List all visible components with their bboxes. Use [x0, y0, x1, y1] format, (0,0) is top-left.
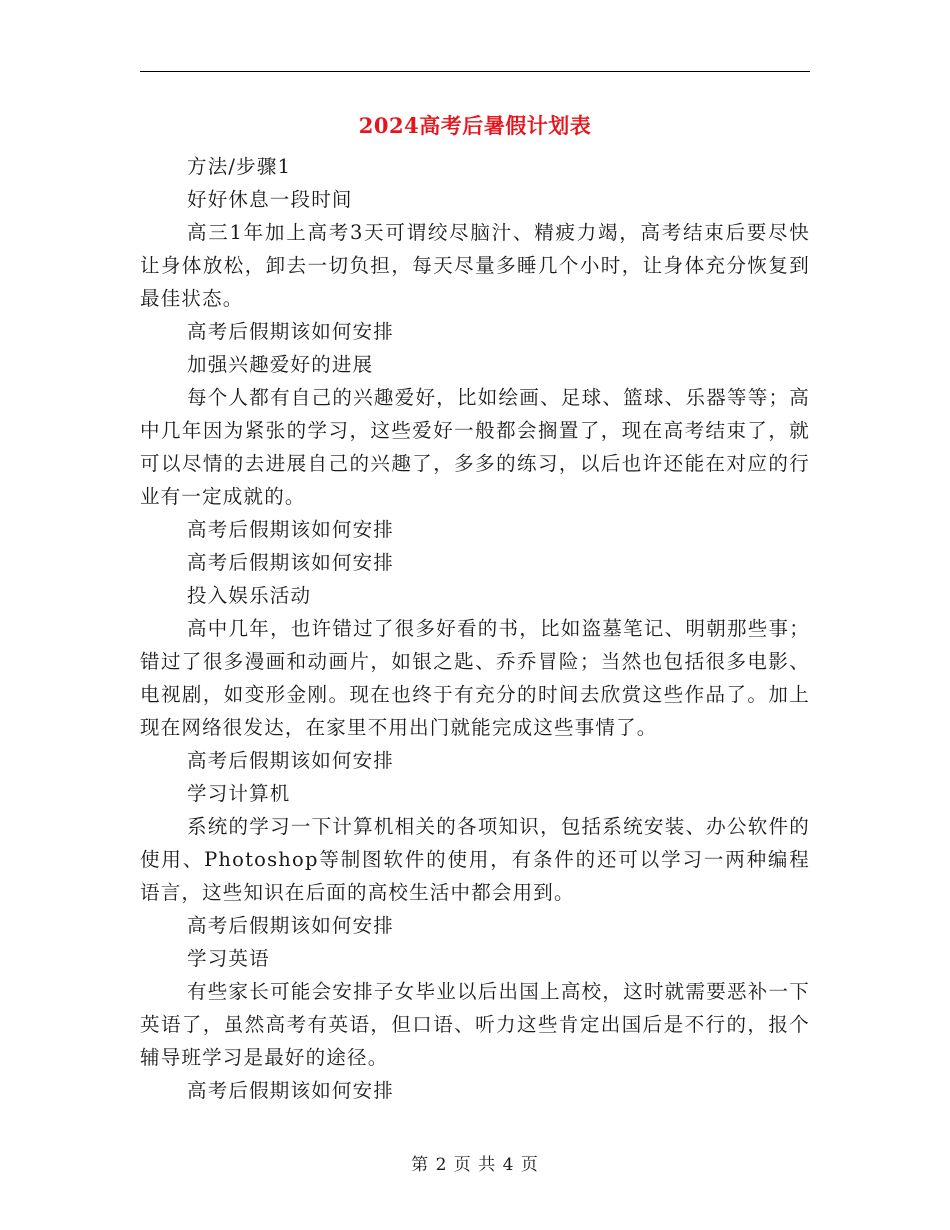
section-heading-rest: 好好休息一段时间: [187, 188, 353, 211]
section-heading-computer: 学习计算机: [187, 782, 291, 805]
paragraph-english: 有些家长可能会安排子女毕业以后出国上高校，这时就需要恶补一下英语了，虽然高考有英语，但口语、听力这些肯定出国后是不行的，报个辅导班学习是最好的途径。: [140, 980, 810, 1069]
paragraph-hobbies: 每个人都有自己的兴趣爱好，比如绘画、足球、篮球、乐器等等；高中几年因为紧张的学习，这些爱好一般都会搁置了，现在高考结束了，就可以尽情的去进展自己的兴趣了，多多的练习，以后也许还能在对应的行业有一定成就的。: [140, 386, 810, 508]
subheading-arrange: 高考后假期该如何安排: [187, 1079, 395, 1102]
document-body: [140, 150, 810, 1107]
subheading-arrange: 高考后假期该如何安排: [187, 914, 395, 937]
header-rule: [140, 71, 810, 72]
step-heading: 方法/步骤1: [187, 155, 292, 178]
section-heading-hobbies: 加强兴趣爱好的进展: [187, 353, 374, 376]
section-heading-entertainment: 投入娱乐活动: [187, 584, 312, 607]
subheading-arrange: 高考后假期该如何安排: [187, 749, 395, 772]
paragraph-rest: 高三1年加上高考3天可谓绞尽脑汁、精疲力竭，高考结束后要尽快让身体放松，卸去一切负担，每天尽量多睡几个小时，让身体充分恢复到最佳状态。: [140, 221, 810, 310]
subheading-arrange: 高考后假期该如何安排: [187, 320, 395, 343]
section-heading-english: 学习英语: [187, 947, 270, 970]
subheading-arrange: 高考后假期该如何安排: [187, 518, 395, 541]
subheading-arrange: 高考后假期该如何安排: [187, 551, 395, 574]
page-footer: 第 2 页 共 4 页: [411, 1155, 539, 1175]
document-title: 2024高考后暑假计划表: [358, 113, 592, 138]
paragraph-entertainment: 高中几年，也许错过了很多好看的书，比如盗墓笔记、明朝那些事；错过了很多漫画和动画片，如银之匙、乔乔冒险；当然也包括很多电影、电视剧，如变形金刚。现在也终于有充分的时间去欣赏这些作品了。加上现在网络很发达，在家里不用出门就能完成这些事情了。: [140, 617, 810, 739]
paragraph-computer: 系统的学习一下计算机相关的各项知识，包括系统安装、办公软件的使用、Photoshop等制图软件的使用，有条件的还可以学习一两种编程语言，这些知识在后面的高校生活中都会用到。: [140, 815, 810, 904]
